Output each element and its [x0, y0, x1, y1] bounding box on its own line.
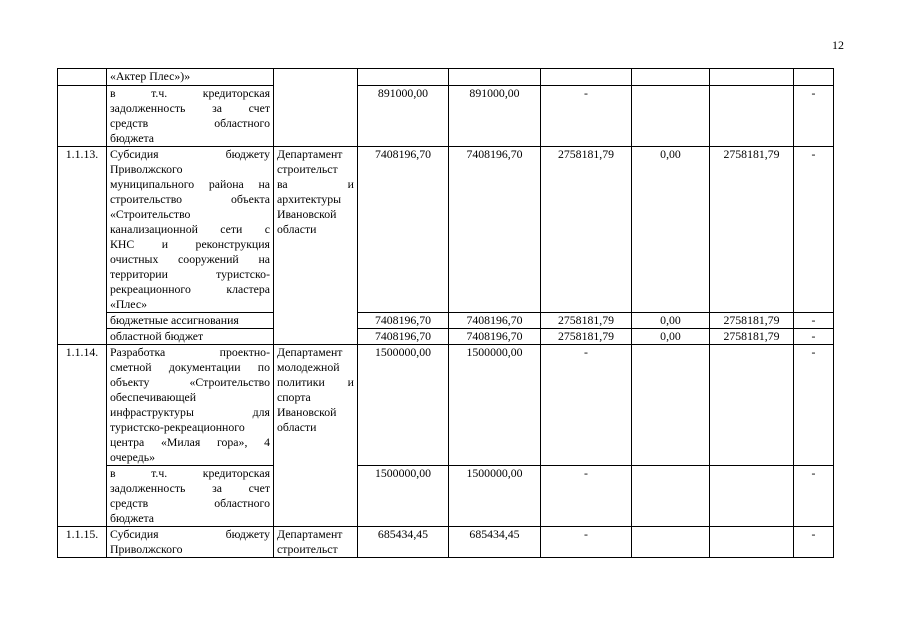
- value-cell: 1500000,00: [449, 345, 541, 466]
- executor-cell: [274, 345, 358, 527]
- item-name-line: Субсидия бюджету: [110, 527, 270, 541]
- value-cell: [541, 69, 632, 86]
- item-name-line: в т.ч. кредиторская: [110, 466, 270, 480]
- value-cell: 7408196,70: [358, 329, 449, 345]
- value-cell: 2758181,79: [541, 329, 632, 345]
- row-number-cell: [58, 69, 107, 86]
- value-cell: [632, 345, 710, 466]
- item-name-line: очистных сооружений на: [110, 252, 270, 266]
- value-cell: [632, 527, 710, 558]
- table-row: [58, 86, 834, 147]
- page-number: 12: [832, 38, 844, 52]
- item-name-cell: [107, 527, 274, 558]
- value-cell: 2758181,79: [710, 313, 794, 329]
- value-cell: -: [794, 86, 834, 147]
- value-cell: -: [794, 466, 834, 527]
- executor-line: области: [277, 420, 317, 434]
- table-row: [58, 147, 834, 313]
- item-name-cell: [107, 86, 274, 147]
- executor-line: Департамент: [277, 527, 343, 541]
- value-cell: [449, 69, 541, 86]
- item-name-line: центра «Милая гора», 4: [110, 435, 270, 449]
- item-name-line: в т.ч. кредиторская: [110, 86, 270, 100]
- value-cell: [710, 466, 794, 527]
- executor-cell: [274, 69, 358, 147]
- value-cell: [632, 466, 710, 527]
- value-cell: [794, 69, 834, 86]
- row-number-cell: 1.1.14.: [58, 345, 107, 527]
- value-cell: 0,00: [632, 147, 710, 313]
- item-name-line: объекту «Строительство: [110, 375, 270, 389]
- value-cell: -: [541, 345, 632, 466]
- value-cell: -: [541, 466, 632, 527]
- executor-line: архитектуры: [277, 192, 342, 206]
- item-name-line: задолженность за счет: [110, 481, 270, 495]
- value-cell: -: [541, 527, 632, 558]
- value-cell: 7408196,70: [449, 313, 541, 329]
- value-cell: 1500000,00: [358, 345, 449, 466]
- value-cell: -: [794, 147, 834, 313]
- executor-line: молодежной: [277, 360, 340, 374]
- value-cell: [632, 69, 710, 86]
- table-row: [58, 527, 834, 558]
- table-row: [58, 313, 834, 329]
- item-name-line: обеспечивающей: [110, 390, 197, 404]
- value-cell: -: [541, 86, 632, 147]
- budget-table: [57, 68, 834, 558]
- table-row: [58, 345, 834, 466]
- value-cell: [710, 69, 794, 86]
- value-cell: 2758181,79: [710, 147, 794, 313]
- executor-line: ва и: [277, 177, 354, 191]
- value-cell: 7408196,70: [358, 147, 449, 313]
- item-name-line: инфраструктуры для: [110, 405, 270, 419]
- executor-line: политики и: [277, 375, 354, 389]
- item-name-line: областной бюджет: [110, 329, 204, 343]
- item-name-line: задолженность за счет: [110, 101, 270, 115]
- item-name-line: Субсидия бюджету: [110, 147, 270, 161]
- value-cell: 2758181,79: [541, 313, 632, 329]
- item-name-line: бюджета: [110, 131, 154, 145]
- value-cell: [710, 527, 794, 558]
- item-name-line: муниципального района на: [110, 177, 270, 191]
- item-name-line: бюджетные ассигнования: [110, 313, 239, 327]
- table-row: [58, 466, 834, 527]
- value-cell: 7408196,70: [449, 329, 541, 345]
- item-name-line: «Актер Плес»)»: [110, 69, 191, 83]
- item-name-cell: [107, 466, 274, 527]
- item-name-line: КНС и реконструкция: [110, 237, 270, 251]
- value-cell: -: [794, 345, 834, 466]
- value-cell: [358, 69, 449, 86]
- table-row: [58, 69, 834, 86]
- value-cell: 685434,45: [358, 527, 449, 558]
- item-name-line: территории туристско-: [110, 267, 270, 281]
- value-cell: -: [794, 329, 834, 345]
- item-name-cell: [107, 345, 274, 466]
- value-cell: [710, 86, 794, 147]
- executor-line: Ивановской: [277, 207, 337, 221]
- executor-line: Департамент: [277, 345, 343, 359]
- item-name-line: сметной документации по: [110, 360, 270, 374]
- item-name-cell: [107, 147, 274, 313]
- item-name-cell: [107, 313, 274, 329]
- value-cell: 0,00: [632, 329, 710, 345]
- item-name-cell: [107, 329, 274, 345]
- value-cell: 2758181,79: [541, 147, 632, 313]
- executor-line: спорта: [277, 390, 311, 404]
- item-name-line: очередь»: [110, 450, 156, 464]
- value-cell: 1500000,00: [449, 466, 541, 527]
- table-row: [58, 329, 834, 345]
- value-cell: [710, 345, 794, 466]
- value-cell: -: [794, 313, 834, 329]
- executor-line: строительст: [277, 162, 338, 176]
- executor-cell: [274, 147, 358, 345]
- item-name-line: канализационной сети с: [110, 222, 270, 236]
- executor-line: строительст: [277, 542, 338, 556]
- executor-cell: [274, 527, 358, 558]
- item-name-line: «Плес»: [110, 297, 147, 311]
- item-name-line: «Строительство: [110, 207, 191, 221]
- item-name-line: Разработка проектно-: [110, 345, 270, 359]
- value-cell: 891000,00: [449, 86, 541, 147]
- value-cell: -: [794, 527, 834, 558]
- value-cell: 1500000,00: [358, 466, 449, 527]
- row-number-cell: [58, 86, 107, 147]
- value-cell: 0,00: [632, 313, 710, 329]
- value-cell: 891000,00: [358, 86, 449, 147]
- executor-line: области: [277, 222, 317, 236]
- value-cell: 7408196,70: [449, 147, 541, 313]
- item-name-cell: [107, 69, 274, 86]
- item-name-line: рекреационного кластера: [110, 282, 270, 296]
- row-number-cell: 1.1.13.: [58, 147, 107, 345]
- value-cell: 2758181,79: [710, 329, 794, 345]
- item-name-line: средств областного: [110, 116, 270, 130]
- item-name-line: бюджета: [110, 511, 154, 525]
- item-name-line: Приволжского: [110, 162, 183, 176]
- item-name-line: строительство объекта: [110, 192, 270, 206]
- row-number-cell: 1.1.15.: [58, 527, 107, 558]
- executor-line: Ивановской: [277, 405, 337, 419]
- value-cell: 7408196,70: [358, 313, 449, 329]
- item-name-line: туристско-рекреационного: [110, 420, 245, 434]
- executor-line: Департамент: [277, 147, 343, 161]
- value-cell: [632, 86, 710, 147]
- item-name-line: средств областного: [110, 496, 270, 510]
- value-cell: 685434,45: [449, 527, 541, 558]
- item-name-line: Приволжского: [110, 542, 183, 556]
